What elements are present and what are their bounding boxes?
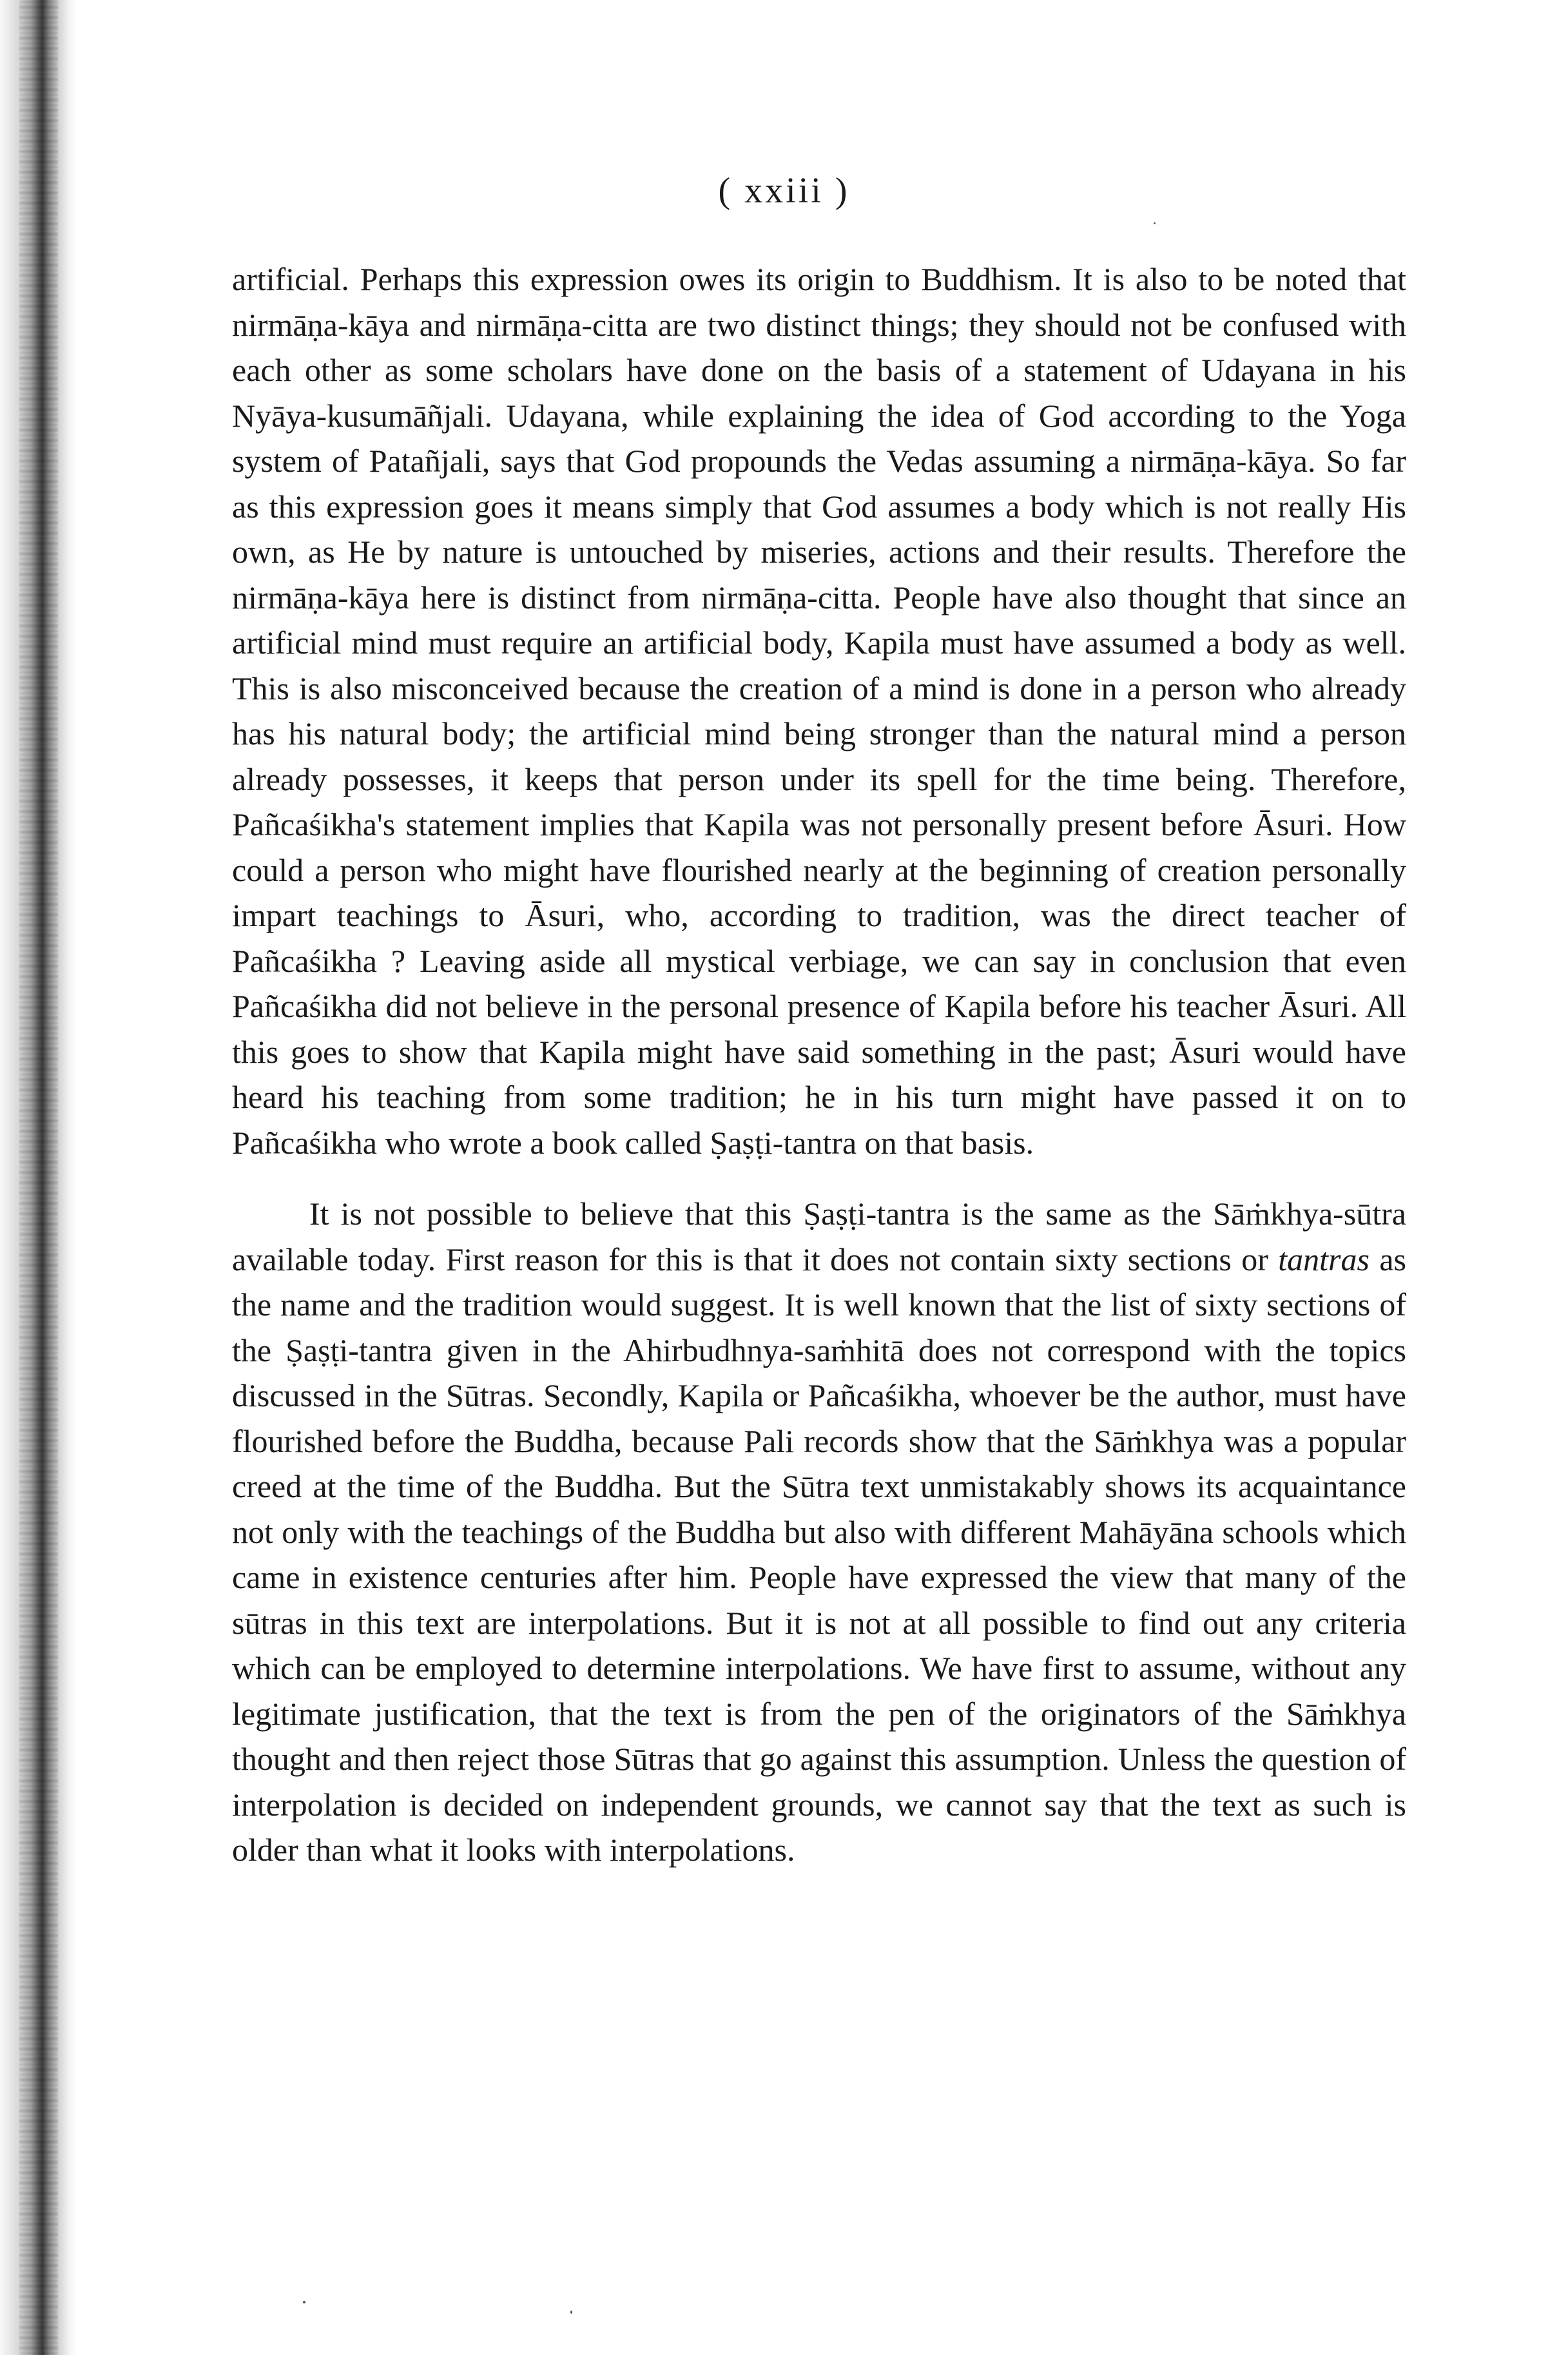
- paragraph-2-text-start: It is not possible to believe that this Ṣaṣṭi-tantra is the same as the Sāṁkhya-sūtra available today. First reason for this is that it does not contain sixty sections or: [232, 1196, 1406, 1277]
- scan-speck: [1154, 222, 1156, 224]
- paragraph-2: [232, 1191, 1406, 1873]
- italic-term-tantras: tantras: [1278, 1241, 1370, 1277]
- scan-speck: [303, 2301, 305, 2303]
- paragraph-2-text-end: as the name and the tradition would suggest. It is well known that the list of sixty sections of the Ṣaṣṭi-tantra given in the Ahirbudhnya-saṁhitā does not correspond with the topics discussed in the Sūtras. Secondly, Kapila or Pañcaśikha, whoever be the author, must have flourished before the Buddha, because Pali records show that the Sāṁkhya was a popular creed at the time of the Buddha. But the Sūtra text unmistakably shows its acquaintance not only with the teachings of the Buddha but also with different Mahāyāna schools which came in existence centuries after him. People have expressed the view that many of the sūtras in this text are interpolations. But it is not at all possible to find out any criteria which can be employed to determine interpolations. We have first to assume, without any legitimate justification, that the text is from the pen of the originators of the Sāṁkhya thought and then reject those Sūtras that go against this assumption. Unless the question of interpolation is decided on independent grounds, we cannot say that the text as such is older than what it looks with interpolations.: [232, 1241, 1406, 1868]
- paragraph-1: artificial. Perhaps this expression owes its origin to Buddhism. It is also to be noted that nirmāṇa-kāya and nirmāṇa-citta are two distinct things; they should not be confused with each other as some scholars have done on the basis of a statement of Udayana in his Nyāya-kusumāñjali. Udayana, while explaining the idea of God according to the Yoga system of Patañjali, says that God propounds the Vedas assuming a nirmāṇa-kāya. So far as this expression goes it means simply that God assumes a body which is not really His own, as He by nature is untouched by miseries, actions and their results. Therefore the nirmāṇa-kāya here is distinct from nirmāṇa-citta. People have also thought that since an artificial mind must require an artificial body, Kapila must have assumed a body as well. This is also misconceived because the creation of a mind is done in a person who already has his natural body; the artificial mind being stronger than the natural mind a person already possesses, it keeps that person under its spell for the time being. Therefore, Pañcaśikha's statement implies that Kapila was not personally present before Āsuri. How could a person who might have flourished nearly at the beginning of creation personally impart teachings to Āsuri, who, according to tradition, was the direct teacher of Pañcaśikha ? Leaving aside all mystical verbiage, we can say in conclusion that even Pañcaśikha did not believe in the personal presence of Kapila before his teacher Āsuri. All this goes to show that Kapila might have said something in the past; Āsuri would have heard his teaching from some tradition; he in his turn might have passed it on to Pañcaśikha who wrote a book called Ṣaṣṭi-tantra on that basis.: [232, 261, 1406, 1161]
- scan-speck: [570, 2311, 572, 2314]
- page-number-header: ( xxiii ): [718, 171, 850, 211]
- body-text: [232, 257, 1406, 1873]
- binding-texture: [19, 0, 58, 2355]
